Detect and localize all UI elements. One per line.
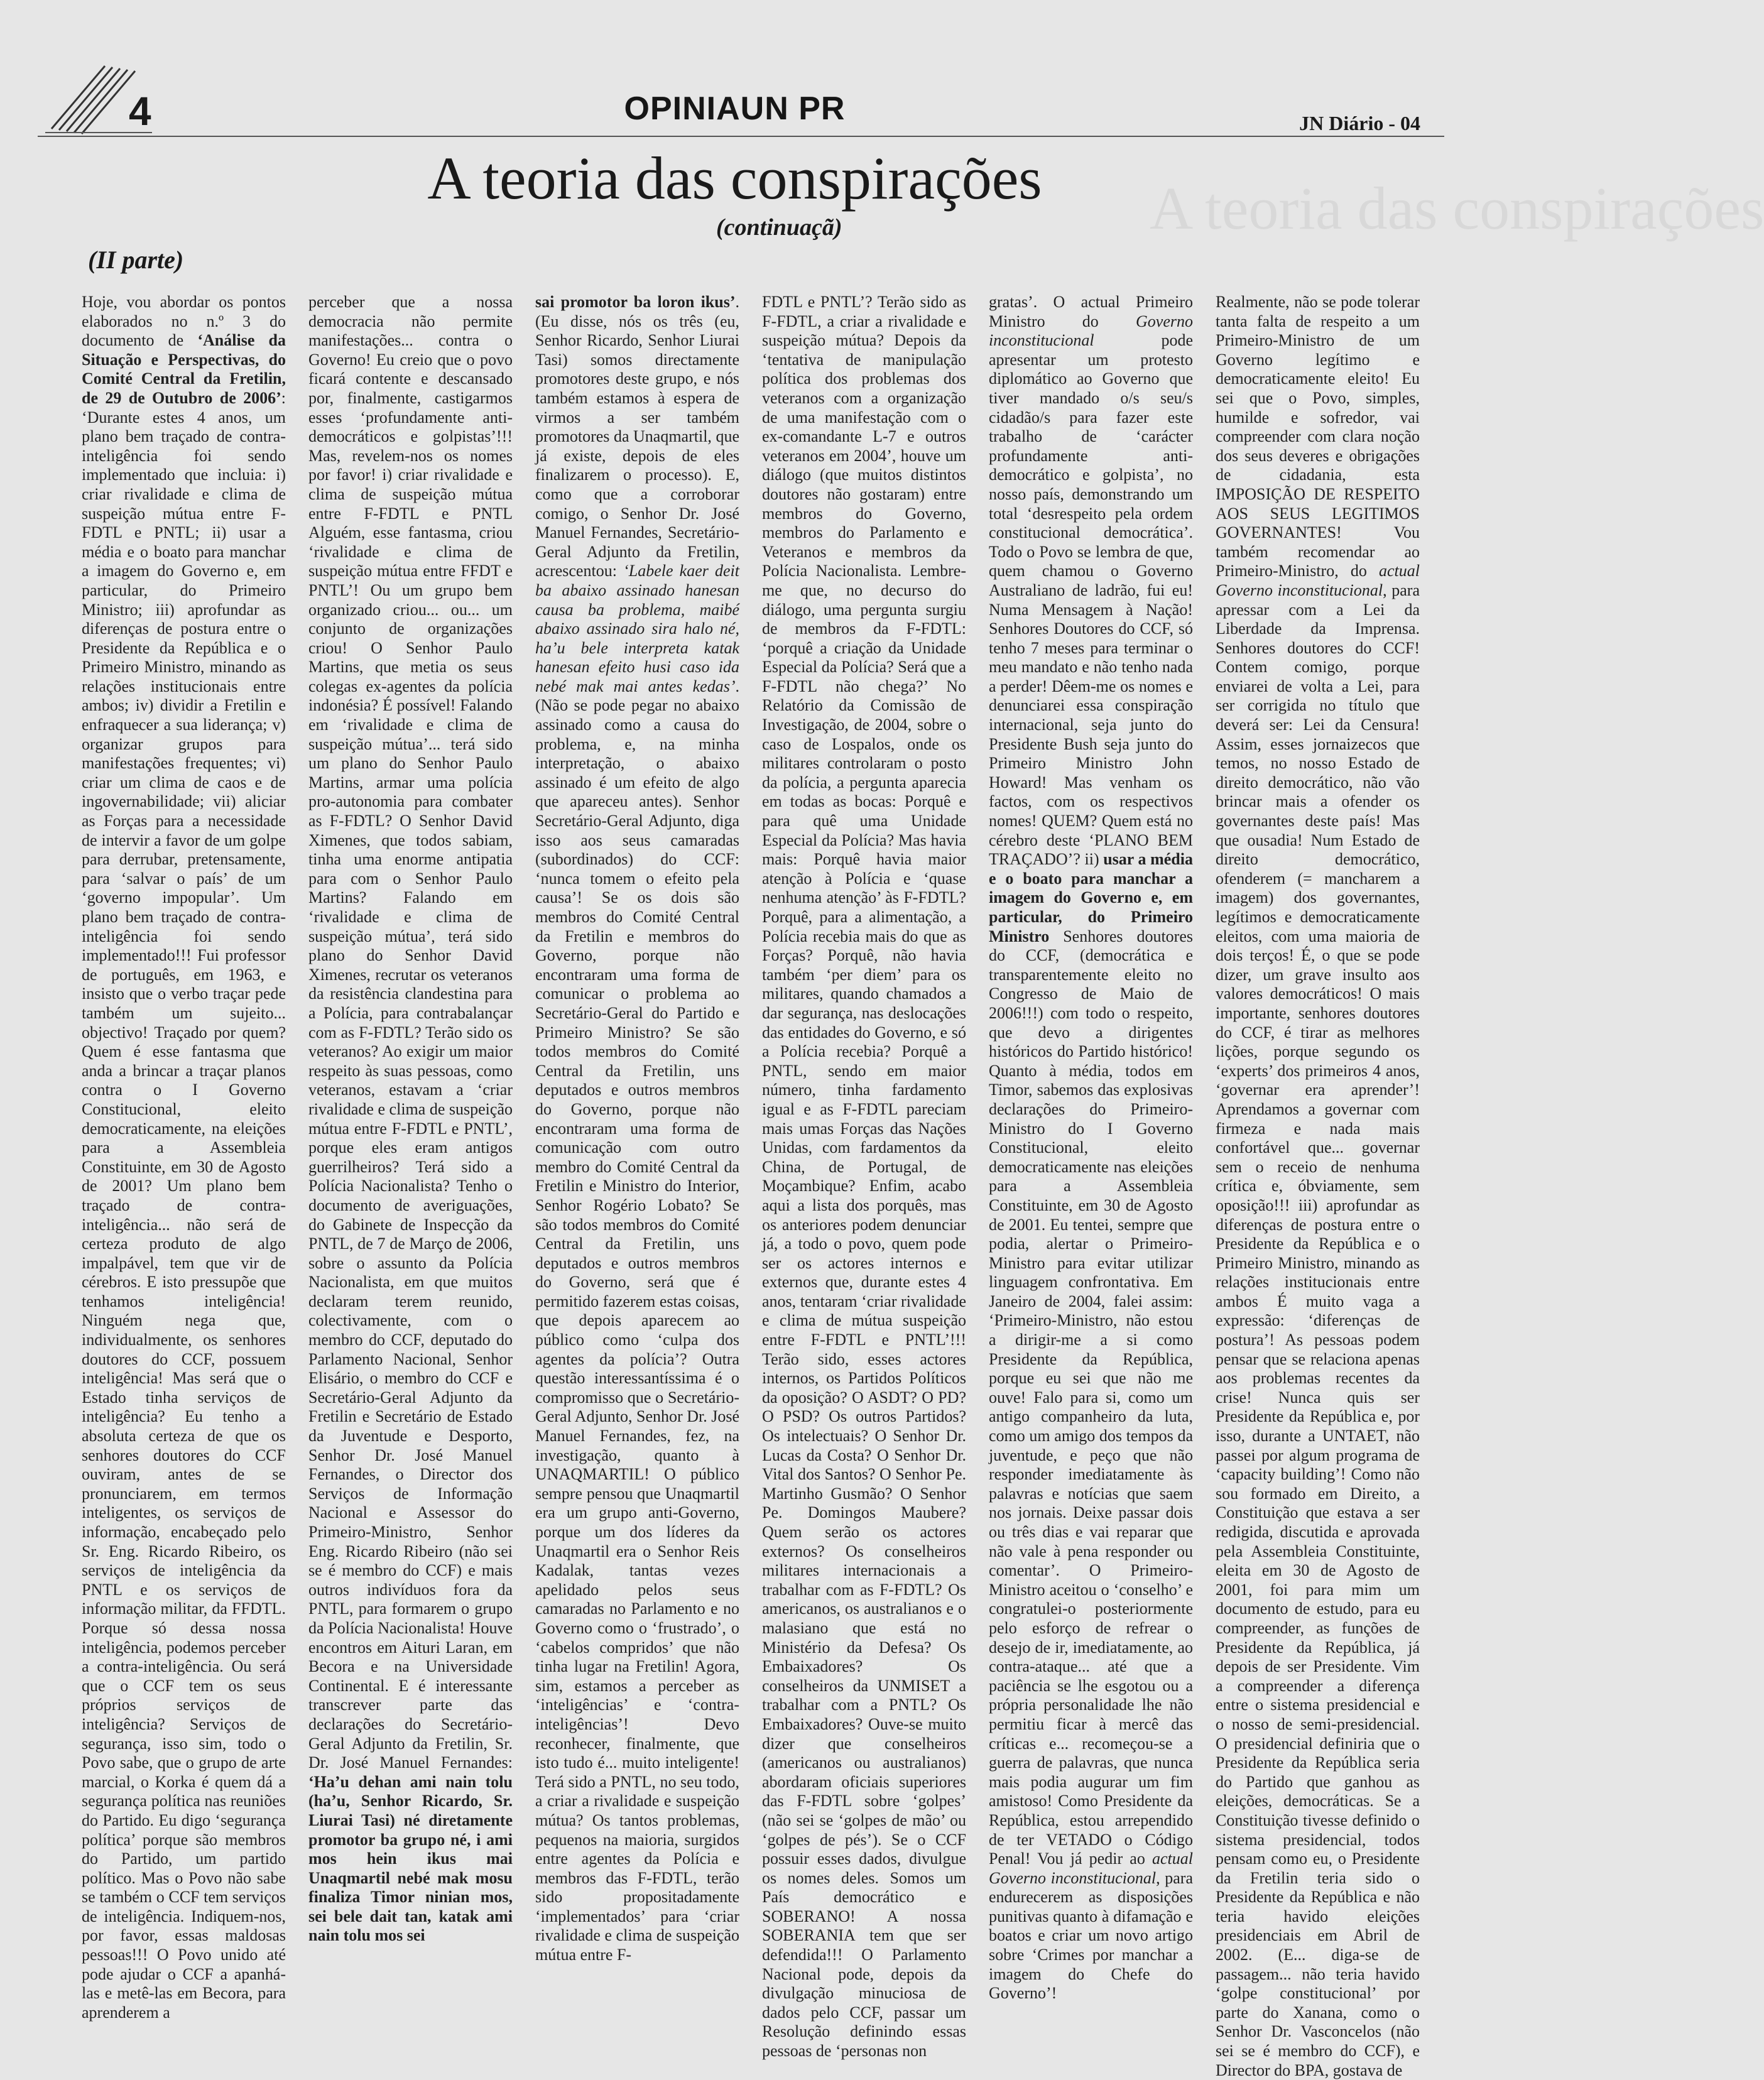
column-paragraph: gratas’. O actual Primeiro Ministro do Governo inconstitucional pode apresentar um protesto diplomático ao Governo que tiver mandado o/s seu/s cidadão/s para fazer este trabalho de ‘carácter profundamente anti-democrático e golpista’, no nosso país, demonstrando um total ‘desrespeito pela ordem constitucional democrática’. Todo o Povo se lembra de que, quem chamou o Governo Australiano de ladrão, fui eu! Numa Mensagem à Nação! Senhores Doutores do CCF, só tenho 7 meses para terminar o meu mandato e não tenho nada a perder! Dêem-me os nomes e denunciarei essa conspiração internacional, seja junto do Presidente Bush seja junto do Primeiro Ministro John Howard! Mas venham os factos, com os respectivos nomes! QUEM? Quem está no cérebro deste ‘PLANO BEM TRAÇADO’? ii) usar a média e o boato para manchar a imagem do Governo e, em particular, do Primeiro Ministro Senhores doutores do CCF, (democrática e transparentemente eleito no Congresso de Maio de 2006!!!) com todo o respeito, que devo a dirigentes históricos do Partido histórico! Quanto à média, todos em Timor, sabemos das explosivas declarações do Primeiro-Ministro do I Governo Constitucional, eleito democraticamente nas eleições para a Assembleia Constituinte, em 30 de Agosto de 2001. Eu tentei, sempre que podia, alertar o Primeiro-Ministro para evitar utilizar linguagem confrontativa. Em Janeiro de 2004, falei assim: ‘Primeiro-Ministro, não estou a dirigir-me a si como Presidente da República, porque eu sei que não me ouve! Falo para si, como um antigo companheiro da luta, como um amigo dos tempos da juventude, e peço que não responder imediatamente às palavras e notícias que saem nos jornais. Deixe passar dois ou três dias e vai reparar que não vale à pena responder ou comentar’. O Primeiro-Ministro aceitou o ‘conselho’ e congratulei-o posteriormente pelo esforço de refrear o desejo de ir, imediatamente, ao contra-ataque... até que a paciência se lhe esgotou ou a própria personalidade lhe não permitiu ficar à mercê das críticas e... recomeçou-se a guerra de palavras, que nunca mais podia augurar um fim amistoso! Como Presidente da República, estou arrependido de ter VETADO o Código Penal! Vou já pedir ao actual Governo inconstitucional, para endurecerem as disposições punitivas quanto à difamação e boatos e criar um novo artigo sobre ‘Crimes por manchar a imagem do Chefe do Governo’! xyxy=(989,293,1193,2003)
section-title: OPINIAUN PR xyxy=(624,90,846,127)
article-headline: A teoria das conspirações xyxy=(427,144,1042,212)
italic-text: actual Governo inconstitucional xyxy=(1216,562,1420,599)
bleed-through-text: A teoria das conspirações xyxy=(1150,175,1764,242)
bold-text: sai promotor ba loron ikus’ xyxy=(535,293,736,311)
page-number: 4 xyxy=(129,89,151,134)
bold-text: usar a média e o boato para manchar a imagem do Governo e, em particular, do Primeiro Ministro xyxy=(989,850,1193,945)
article-body xyxy=(82,293,1420,2079)
text-column-2 xyxy=(308,293,513,2045)
italic-text: Governo inconstitucional xyxy=(989,312,1193,350)
text-column-5 xyxy=(989,293,1193,2045)
column-paragraph: sai promotor ba loron ikus’. (Eu disse, nós os três (eu, Senhor Ricardo, Senhor Liurai Tasi) somos directamente promotores deste grupo, e nós também estamos à espera de virmos a ser também promotores da Unaqmartil, que já existe, depois de eles finalizarem o processo). E, como que a corroborar comigo, o Senhor Dr. José Manuel Fernandes, Secretário-Geral Adjunto da Fretilin, acrescentou: ‘Labele kaer deit ba abaixo assinado hanesan causa ba problema, maibé abaixo assinado sira halo né, ha’u bele interpreta katak hanesan efeito husi caso ida nebé mak mai antes kedas’. (Não se pode pegar no abaixo assinado como a causa do problema, e, na minha interpretação, o abaixo assinado é um efeito de algo que apareceu antes). Senhor Secretário-Geral Adjunto, diga isso aos seus camaradas (subordinados) do CCF: ‘nunca tomem o efeito pela causa’! Se os dois são membros do Comité Central da Fretilin e membros do Governo, porque não encontraram uma forma de comunicar o problema ao Secretário-Geral do Partido e Primeiro Ministro? Se são todos membros do Comité Central da Fretilin, uns deputados e outros membros do Governo, porque não encontraram uma forma de comunicação com outro membro do Comité Central da Fretilin e Ministro do Interior, Senhor Rogério Lobato? Se são todos membros do Comité Central da Fretilin, uns deputados e outros membros do Governo, será que é permitido fazerem estas coisas, que depois aparecem ao público como ‘culpa dos agentes da polícia’? Outra questão interessantíssima é o compromisso que o Secretário-Geral Adjunto, Senhor Dr. José Manuel Fernandes, fez, na investigação, quanto à UNAQMARTIL! O público sempre pensou que Unaqmartil era um grupo anti-Governo, porque um dos líderes da Unaqmartil era o Senhor Reis Kadalak, tantas vezes apelidado pelos seus camaradas no Parlamento e no Governo como o ‘frustrado’, o ‘cabelos compridos’ que não tinha lugar na Fretilin! Agora, sim, estamos a perceber as ‘inteligências’ e ‘contra-inteligências’! Devo reconhecer, finalmente, que isto tudo é... muito inteligente! Terá sido a PNTL, no seu todo, a criar a rivalidade e suspeição mútua? Os tantos problemas, pequenos na maioria, surgidos entre agentes da Polícia e membros das F-FDTL, terão sido propositadamente ‘implementados’ para ‘criar rivalidade e clima de suspeição mútua entre F- xyxy=(535,293,739,1964)
text-column-6 xyxy=(1216,293,1420,2079)
column-paragraph: Realmente, não se pode tolerar tanta falta de respeito a um Primeiro-Ministro de um Governo legítimo e democraticamente eleito! Eu sei que o Povo, simples, humilde e sofredor, vai compreender com clara noção dos seus deveres e obrigações de cidadania, esta IMPOSIÇÃO DE RESPEITO AOS SEUS LEGITIMOS GOVERNANTES! Vou também recomendar ao Primeiro-Ministro, do actual Governo inconstitucional, para apressar com a Lei da Liberdade da Imprensa. Senhores doutores do CCF! Contem comigo, porque enviarei de volta a Lei, para ser corrigida no título que deverá ser: Lei da Censura! Assim, esses jornaizecos que temos, no nosso Estado de direito democrático, não vão brincar mais a ofender os governantes deste país! Mas que ousadia! Num Estado de direito democrático, ofenderem (= mancharem a imagem) dos governantes, legítimos e democraticamente eleitos, com uma maioria de dois terços! É, o que se pode dizer, um grave insulto aos valores democráticos! O mais importante, senhores doutores do CCF, é tirar as melhores lições, porque segundo os ‘experts’ dos primeiros 4 anos, ‘governar era aprender’! Aprendamos a governar com firmeza e nada mais confortável que... governar sem o receio de nenhuma crítica e, óbviamente, sem oposição!!! iii) aprofundar as diferenças de postura entre o Presidente da República e o Primeiro Ministro, minando as relações institucionais entre ambos É muito vaga a expressão: ‘diferenças de postura’! As pessoas podem pensar que se relaciona apenas aos problemas recentes da crise! Nunca quis ser Presidente da República e, por isso, durante a UNTAET, não passei por algum programa de ‘capacity building’! Como não sou formado em Direito, a Constituição que estava a ser redigida, discutida e aprovada pela Assembleia Constituinte, eleita em 30 de Agosto de 2001, foi para mim um documento de estudo, para eu compreender, as funções de Presidente da República, já depois de ser Presidente. Vim a compreender a diferença entre o sistema presidencial e o nosso de semi-presidencial. O presidencial definiria que o Presidente da República seria do Partido que ganhou as eleições, democráticas. Se a Constituição tivesse definido o sistema presidencial, todos pensam como eu, o Presidente da Fretilin teria sido o Presidente da República e não teria havido eleições presidenciais em Abril de 2002. (E... diga-se de passagem... não teria havido ‘golpe constitucional’ por parte do Xanana, como o Senhor Dr. Vasconcelos (não sei se é membro do CCF), e Director do BPA, gostava de xyxy=(1216,293,1420,2079)
italic-text: actual Governo inconstitucional xyxy=(989,1849,1193,1887)
bold-text: ‘Análise da Situação e Perspectivas, do Comité Central da Fretilin, de 29 de Outubro de 2006’ xyxy=(82,331,286,407)
article-subtitle: (continuaçã) xyxy=(716,214,842,241)
article-part-label: (II parte) xyxy=(88,246,184,274)
column-paragraph: Hoje, vou abordar os pontos elaborados no n.º 3 do documento de ‘Análise da Situação e Perspectivas, do Comité Central da Fretilin, de 29 de Outubro de 2006’: ‘Durante estes 4 anos, um plano bem traçado de contra-inteligência foi sendo implementado que incluia: i) criar rivalidade e clima de suspeição mútua entre F-FDTL e PNTL; ii) usar a média e o boato para manchar a imagem do Governo e, em particular, do Primeiro Ministro; iii) aprofundar as diferenças de postura entre o Presidente da República e o Primeiro Ministro, minando as relações institucionais entre ambos; iv) dividir a Fretilin e enfraquecer a sua liderança; v) organizar grupos para manifestações frequentes; vi) criar um clima de caos e de ingovernabilidade; vii) aliciar as Forças para a necessidade de intervir a favor de um golpe para derrubar, pretensamente, para ‘salvar o país’ de um ‘governo impopular’. Um plano bem traçado de contra-inteligência foi sendo implementado!!! Fui professor de português, em 1963, e insisto que o verbo traçar pede também um sujeito... objectivo! Traçado por quem? Quem é esse fantasma que anda a brincar a traçar planos contra o I Governo Constitucional, eleito democraticamente, na eleições para a Assembleia Constituinte, em 30 de Agosto de 2001? Um plano bem traçado de contra-inteligência... não será de certeza produto de algo impalpável, tem que vir de cérebros. E isto pressupõe que tenhamos inteligência! Ninguém nega que, individualmente, os senhores doutores do CCF, possuem inteligência! Mas será que o Estado tinha serviços de inteligência? Eu tenho a absoluta certeza de que os senhores doutores do CCF ouviram, antes de se pronunciarem, em termos inteligentes, os serviços de informação, encabeçado pelo Sr. Eng. Ricardo Ribeiro, os serviços de inteligência da PNTL e os serviços de informação militar, da FFDTL. Porque só dessa nossa inteligência, podemos perceber a contra-inteligência. Ou será que o CCF tem os seus próprios serviços de inteligência? Serviços de segurança, isso sim, todo o Povo sabe, que o grupo de arte marcial, o Korka é quem dá a segurança política nas reuniões do Partido. Eu digo ‘segurança política’ porque são membros do Partido, um partido político. Mas o Povo não sabe se também o CCF tem serviços de inteligência. Indiquem-nos, por favor, essas maldosas pessoas!!! O Povo unido até pode ajudar o CCF a apanhá-las e metê-las em Becora, para aprenderem a xyxy=(82,293,286,2022)
text-column-1 xyxy=(82,293,286,2045)
bold-text: ‘Ha’u dehan ami nain tolu (ha’u, Senhor Ricardo, Sr. Liurai Tasi) né diretamente promotor ba grupo né, i ami mos hein ikus mai Unaqmartil nebé mak mosu finaliza Timor ninian mos, sei bele dait tan, katak ami nain tolu mos sei xyxy=(308,1772,513,1945)
italic-text: ‘Labele kaer deit ba abaixo assinado hanesan causa ba problema, maibé abaixo assinado sira halo né, ha’u bele interpreta katak hanesan efeito husi caso ida nebé mak mai antes kedas’ xyxy=(535,562,739,695)
issue-label: JN Diário - 04 xyxy=(1299,112,1420,134)
text-column-3 xyxy=(535,293,739,2045)
column-paragraph: FDTL e PNTL’? Terão sido as F-FDTL, a criar a rivalidade e suspeição mútua? Depois da ‘tentativa de manipulação política dos problemas dos veteranos com a organização de uma manifestação com o ex-comandante L-7 e outros veteranos em 2004’, houve um diálogo (que muitos distintos doutores não gostaram) entre membros do Governo, membros do Parlamento e Veteranos e membros da Polícia Nacionalista. Lembre-me que, no decurso do diálogo, uma pergunta surgiu de membros da F-FDTL: ‘porquê a criação da Unidade Especial da Polícia? Será que a F-FDTL não chega?’ No Relatório da Comissão de Investigação, de 2004, sobre o caso de Lospalos, onde os militares controlaram o posto da polícia, a pergunta aparecia em todas as bocas: Porquê e para quê uma Unidade Especial da Polícia? Mas havia mais: Porquê havia maior atenção à Polícia e ‘quase nenhuma atenção’ às F-FDTL? Porquê, para a alimentação, a Polícia recebia mais do que as Forças? Porquê, não havia também ‘per diem’ para os militares, quando chamados a dar segurança, nas deslocações das entidades do Governo, e só a Polícia recebia? Porquê a PNTL, sendo em maior número, tinha fardamento igual e as F-FDTL pareciam mais umas Forças das Nações Unidas, com fardamentos da China, de Portugal, de Moçambique? Enfim, acabo aqui a lista dos porquês, mas os anteriores podem denunciar já, a todo o povo, quem pode ser os actores internos e externos que, durante estes 4 anos, tentaram ‘criar rivalidade e clima de mútua suspeição entre F-FDTL e PNTL’!!! Terão sido, esses actores internos, os Partidos Políticos da oposição? O ASDT? O PD? O PSD? Os outros Partidos? Os intelectuais? O Senhor Dr. Lucas da Costa? O Senhor Dr. Vital dos Santos? O Senhor Pe. Martinho Gusmão? O Senhor Pe. Domingos Maubere? Quem serão os actores externos? Os conselheiros militares internacionais a trabalhar com as F-FDTL? Os americanos, os australianos e o malasiano que está no Ministério da Defesa? Os Embaixadores? Os conselheiros da UNMISET a trabalhar com a PNTL? Os Embaixadores? Ouve-se muito dizer que conselheiros (americanos ou australianos) abordaram oficiais superiores das F-FDTL sobre ‘golpes’ (não sei se ‘golpes de mão’ ou ‘golpes de pés’). Se o CCF possuir esses dados, divulgue os nomes deles. Somos um País democrático e SOBERANO! A nossa SOBERANIA tem que ser defendida!!! O Parlamento Nacional pode, depois da divulgação minuciosa de dados pelo CCF, passar um Resolução definindo essas pessoas de ‘personas non xyxy=(762,293,966,2061)
header-rule xyxy=(38,136,1444,137)
text-column-4 xyxy=(762,293,966,2061)
column-paragraph: perceber que a nossa democracia não permite manifestações... contra o Governo! Eu creio que o povo ficará contente e descansado por, finalmente, castigarmos esses ‘profundamente anti-democráticos e golpistas’!!! Mas, revelem-nos os nomes por favor! i) criar rivalidade e clima de suspeição mútua entre F-FDTL e PNTL Alguém, esse fantasma, criou ‘rivalidade e clima de suspeição mútua entre FFDT e PNTL’! Ou um grupo bem organizado criou... ou... um conjunto de organizações criou! O Senhor Paulo Martins, que metia os seus colegas ex-agentes da polícia indonésia? É possível! Falando em ‘rivalidade e clima de suspeição mútua’... terá sido um plano do Senhor Paulo Martins, armar uma polícia pro-autonomia para combater as F-FDTL? O Senhor David Ximenes, que todos sabiam, tinha uma enorme antipatia para com o Senhor Paulo Martins? Falando em ‘rivalidade e clima de suspeição mútua’, terá sido plano do Senhor David Ximenes, recrutar os veteranos da resistência clandestina para a Polícia, para contrabalançar com as F-FDTL? Terão sido os veteranos? Ao exigir um maior respeito às suas pessoas, como veteranos, estavam a ‘criar rivalidade e clima de suspeição mútua entre F-FDTL e PNTL’, porque eles eram antigos guerrilheiros? Terá sido a Polícia Nacionalista? Tenho o documento de averiguações, do Gabinete de Inspecção da PNTL, de 7 de Março de 2006, sobre o assunto da Polícia Nacionalista, em que muitos declaram terem reunido, colectivamente, com o membro do CCF, deputado do Parlamento Nacional, Senhor Elisário, o membro do CCF e Secretário-Geral Adjunto da Fretilin e Secretário de Estado da Juventude e Desporto, Senhor Dr. José Manuel Fernandes, o Director dos Serviços de Informação Nacional e Assessor do Primeiro-Ministro, Senhor Eng. Ricardo Ribeiro (não sei se é membro do CCF) e mais outros indivíduos fora da PNTL, para formarem o grupo da Polícia Nacionalista! Houve encontros em Aituri Laran, em Becora e na Universidade Continental. E é interessante transcrever parte das declarações do Secretário-Geral Adjunto da Fretilin, Sr. Dr. José Manuel Fernandes: ‘Ha’u dehan ami nain tolu (ha’u, Senhor Ricardo, Sr. Liurai Tasi) né diretamente promotor ba grupo né, i ami mos hein ikus mai Unaqmartil nebé mak mosu finaliza Timor ninian mos, sei bele dait tan, katak ami nain tolu mos sei xyxy=(308,293,513,1945)
